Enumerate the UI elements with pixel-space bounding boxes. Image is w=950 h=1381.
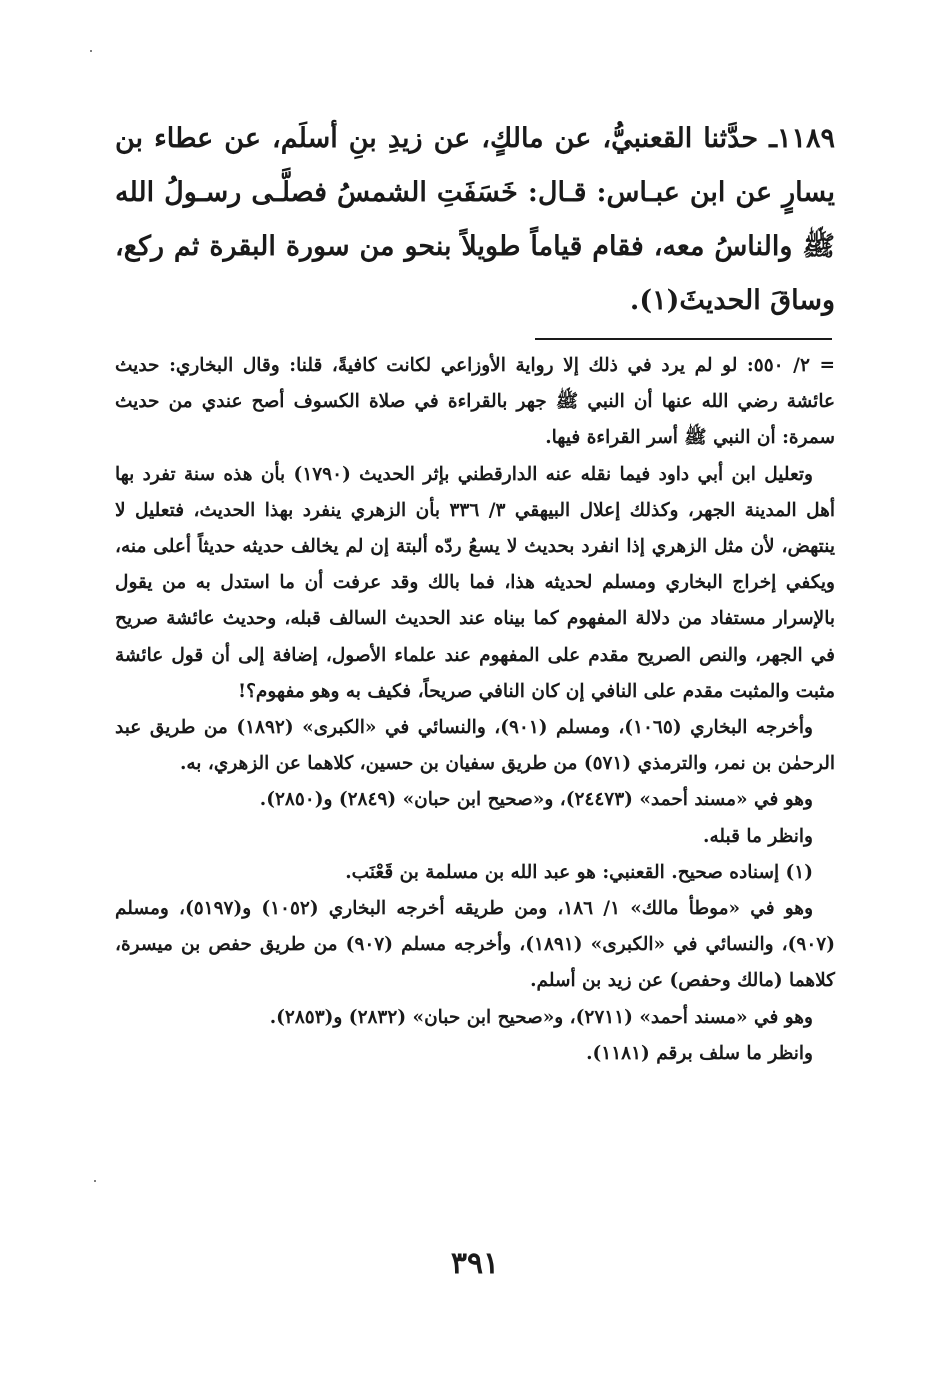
- footnote-paragraph: وانظر ما قبله.: [703, 825, 813, 847]
- footnote-paragraph: وتعليل ابن أبي داود فيما نقله عنه الدارقطني بإثر الحديث (١٧٩٠) بأن هذه سنة تفرد بها أهل المدينة الجهر، وكذلك إعلال البيهقي ٣/ ٣٣٦ بأن الزهري ينفرد بهذا الحديث، فتعليل لا ينتهض، لأن مثل الزهري إذا انفرد بحديث لا يسعُ ردّه ألبتة إن لم يخالف حديثه حديثاً أعلى منه، ويكفي إخراج البخاري ومسلم لحديثه هذا، فما بالك وقد عرفت أن ما استدل به من يقول بالإسرار مستفاد من دلالة المفهوم كما بيناه عند الحديث السالف قبله، وحديث عائشة صريح في الجهر، والنص الصريح مقدم على المفهوم عند علماء الأصول، إضافة إلى أن قول عائشة مثبت والمثبت مقدم على النافي إن كان النافي صريحاً، فكيف به وهو مفهوم؟!: [115, 463, 835, 702]
- footnote-paragraph: وهو في «مسند أحمد» (٢٤٤٧٣)، و«صحيح ابن حبان» (٢٨٤٩) و(٢٨٥٠).: [259, 789, 813, 811]
- footnote-paragraph: وانظر ما سلف برقم (١١٨١).: [586, 1042, 813, 1064]
- scan-speck: [94, 1180, 96, 1182]
- footnote-paragraph: = ٢/ ٥٥٠: لو لم يرد في ذلك إلا رواية الأوزاعي لكانت كافيةً، قلنا: وقال البخاري: حديث عائشة رضي الله عنها أن النبي ﷺ جهر بالقراءة في صلاة الكسوف أصح عندي من حديث سمرة: أن النبي ﷺ أسر القراءة فيها.: [115, 355, 835, 449]
- footnote-paragraph: وهو في «موطأ مالك» ١/ ١٨٦، ومن طريقه أخرجه البخاري (١٠٥٢) و(٥١٩٧)، ومسلم (٩٠٧)، والنسائي في «الكبرى» (١٨٩١)، وأخرجه مسلم (٩٠٧) من طريق حفص بن ميسرة، كلاهما (مالك وحفص) عن زيد بن أسلم.: [115, 898, 835, 992]
- footnote-divider: [535, 338, 832, 340]
- footnote-paragraph: وهو في «مسند أحمد» (٢٧١١)، و«صحيح ابن حبان» (٢٨٣٢) و(٢٨٥٣).: [269, 1006, 813, 1028]
- hadith-text: [115, 112, 835, 328]
- hadith-paragraph: ١١٨٩ـ حدَّثنا القعنبيُّ، عن مالكٍ، عن زيدِ بنِ أسلَم، عن عطاء بن يسارٍ عن ابن عبـاس: قـال: خَسَفَتِ الشمسُ فصلَّـى رسـولُ الله ﷺ والناسُ معه، فقام قياماً طويلاً بنحو من سورة البقرة ثم ركع، وساقَ الحديثَ(١).: [115, 123, 835, 316]
- footnote-paragraph: وأخرجه البخاري (١٠٦٥)، ومسلم (٩٠١)، والنسائي في «الكبرى» (١٨٩٢) من طريق عبد الرحمٰن بن نمر، والترمذي (٥٧١) من طريق سفيان بن حسين، كلاهما عن الزهري، به.: [115, 717, 835, 775]
- page-number: ٣٩١: [450, 1246, 500, 1281]
- scan-speck: [90, 50, 92, 52]
- footnote-paragraph: (١) إسناده صحيح. القعنبي: هو عبد الله بن مسلمة بن قَعْنَب.: [345, 861, 813, 883]
- footnotes: [115, 348, 835, 1072]
